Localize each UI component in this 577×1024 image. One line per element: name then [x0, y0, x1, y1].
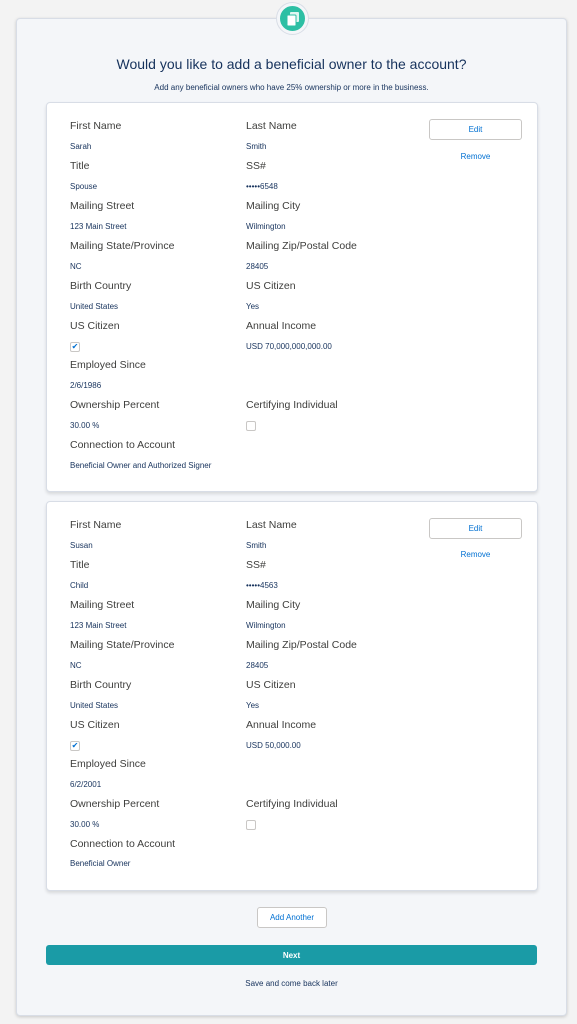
us-citizen-value: Yes	[246, 701, 260, 710]
first-name-value: Susan	[70, 541, 93, 550]
employed-since-label: Employed Since	[70, 359, 146, 371]
remove-link[interactable]: Remove	[460, 152, 491, 161]
check-icon: ✔	[71, 342, 79, 351]
annual-income-value: USD 70,000,000,000.00	[246, 342, 332, 351]
last-name-label: Last Name	[246, 120, 297, 132]
mailing-city-label: Mailing City	[246, 599, 301, 611]
us-citizen-checkbox[interactable]	[70, 741, 80, 751]
annual-income-label: Annual Income	[246, 320, 317, 332]
mailing-zip-value: 28405	[246, 262, 269, 271]
beneficial-owner-card	[46, 501, 538, 891]
ownership-percent-label: Ownership Percent	[70, 399, 160, 411]
ssn-value: •••••4563	[246, 581, 278, 590]
annual-income-label: Annual Income	[246, 719, 317, 731]
certifying-individual-label: Certifying Individual	[246, 798, 338, 810]
mailing-city-value: Wilmington	[246, 621, 286, 630]
birth-country-value: United States	[70, 701, 119, 710]
title-value: Spouse	[70, 182, 98, 191]
edit-button[interactable]: Edit	[429, 119, 522, 140]
mailing-zip-label: Mailing Zip/Postal Code	[246, 639, 357, 651]
mailing-zip-value: 28405	[246, 661, 269, 670]
first-name-label: First Name	[70, 519, 122, 531]
title-label: Title	[70, 559, 90, 571]
us-citizen-value: Yes	[246, 302, 260, 311]
us-citizen-checkbox[interactable]	[70, 342, 80, 352]
check-icon: ✔	[71, 741, 79, 750]
us-citizen-label: US Citizen	[70, 719, 120, 731]
ssn-label: SS#	[246, 559, 266, 571]
us-citizen-label: US Citizen	[246, 679, 296, 691]
next-button[interactable]: Next	[46, 945, 537, 965]
mailing-street-value: 123 Main Street	[70, 621, 127, 630]
mailing-street-label: Mailing Street	[70, 599, 135, 611]
connection-to-account-value: Beneficial Owner	[70, 859, 131, 868]
first-name-value: Sarah	[70, 142, 92, 151]
connection-to-account-label: Connection to Account	[70, 838, 176, 850]
edit-button[interactable]: Edit	[429, 518, 522, 539]
mailing-state-value: NC	[70, 661, 82, 670]
page-subtitle: Add any beneficial owners who have 25% ownership or more in the business.	[154, 83, 429, 92]
mailing-city-label: Mailing City	[246, 200, 301, 212]
last-name-label: Last Name	[246, 519, 297, 531]
connection-to-account-label: Connection to Account	[70, 439, 176, 451]
employed-since-value: 2/6/1986	[70, 381, 102, 390]
mailing-zip-label: Mailing Zip/Postal Code	[246, 240, 357, 252]
certifying-individual-checkbox[interactable]	[246, 820, 256, 830]
annual-income-value: USD 50,000.00	[246, 741, 301, 750]
mailing-city-value: Wilmington	[246, 222, 286, 231]
remove-link[interactable]: Remove	[460, 550, 491, 559]
ownership-percent-value: 30.00 %	[70, 421, 100, 430]
title-label: Title	[70, 160, 90, 172]
employed-since-label: Employed Since	[70, 758, 146, 770]
certifying-individual-label: Certifying Individual	[246, 399, 338, 411]
beneficial-owner-card	[46, 102, 538, 492]
last-name-value: Smith	[246, 541, 267, 550]
page-title: Would you like to add a beneficial owner to the account?	[116, 56, 467, 72]
ssn-value: •••••6548	[246, 182, 278, 191]
ownership-percent-value: 30.00 %	[70, 820, 100, 829]
birth-country-label: Birth Country	[70, 679, 132, 691]
mailing-state-label: Mailing State/Province	[70, 240, 175, 252]
mailing-state-label: Mailing State/Province	[70, 639, 175, 651]
ownership-percent-label: Ownership Percent	[70, 798, 160, 810]
title-value: Child	[70, 581, 89, 590]
stacked-cards-icon	[277, 3, 308, 34]
birth-country-label: Birth Country	[70, 280, 132, 292]
first-name-label: First Name	[70, 120, 122, 132]
certifying-individual-checkbox[interactable]	[246, 421, 256, 431]
mailing-state-value: NC	[70, 262, 82, 271]
last-name-value: Smith	[246, 142, 267, 151]
mailing-street-value: 123 Main Street	[70, 222, 127, 231]
us-citizen-label: US Citizen	[246, 280, 296, 292]
ssn-label: SS#	[246, 160, 266, 172]
birth-country-value: United States	[70, 302, 119, 311]
save-later-link[interactable]: Save and come back later	[245, 979, 338, 988]
mailing-street-label: Mailing Street	[70, 200, 135, 212]
us-citizen-label: US Citizen	[70, 320, 120, 332]
add-another-button[interactable]: Add Another	[257, 907, 327, 928]
employed-since-value: 6/2/2001	[70, 780, 102, 789]
connection-to-account-value: Beneficial Owner and Authorized Signer	[70, 461, 212, 470]
